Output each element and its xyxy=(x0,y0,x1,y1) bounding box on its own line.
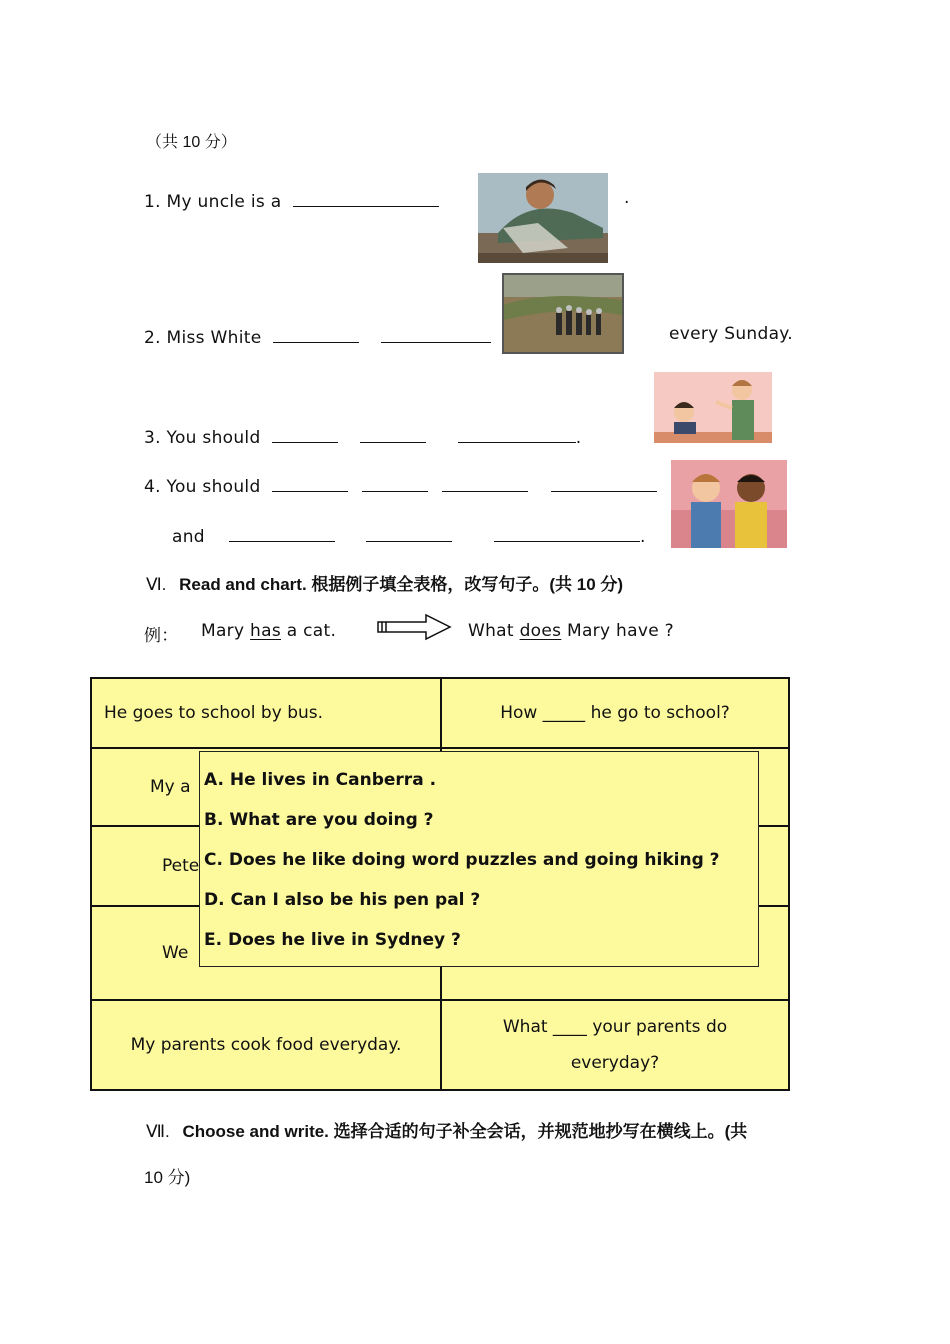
options-box xyxy=(199,751,759,967)
table-row xyxy=(91,678,789,748)
section-7-title: Choose and write. 选择合适的句子补全会话，并规范地抄写在横线上。(共 xyxy=(182,1122,748,1141)
two-boys-image xyxy=(671,460,787,548)
answer-blank[interactable] xyxy=(494,523,640,542)
question-4-text: 4. You should xyxy=(144,477,261,497)
answer-blank[interactable] xyxy=(360,424,426,443)
table-cell-question-line2: everyday? xyxy=(570,1053,660,1073)
answer-blank[interactable] xyxy=(458,424,576,443)
teacher-student-image xyxy=(654,372,772,443)
question-1-text: 1. My uncle is a xyxy=(144,192,282,212)
answer-blank[interactable] xyxy=(229,523,335,542)
answer-blank[interactable] xyxy=(293,188,439,207)
question-4 xyxy=(144,473,657,497)
question-3-period: . xyxy=(575,428,582,448)
hiking-image xyxy=(502,273,624,354)
answer-blank[interactable] xyxy=(551,473,657,492)
question-4-and: and xyxy=(172,527,205,547)
question-1 xyxy=(144,188,439,212)
example-left-underlined: has xyxy=(250,621,281,641)
question-2-text: 2. Miss White xyxy=(144,328,262,348)
answer-blank[interactable] xyxy=(272,424,338,443)
section-7-header xyxy=(146,1117,747,1142)
example-left-sentence xyxy=(201,621,336,641)
option-a[interactable]: A. He lives in Canberra . xyxy=(204,770,437,790)
table-cell-statement: We xyxy=(91,906,441,1000)
arrow-right-icon xyxy=(376,613,452,641)
option-b[interactable]: B. What are you doing ? xyxy=(204,810,434,830)
section-6-header xyxy=(146,570,623,595)
score-note: （共 10 分） xyxy=(146,134,237,151)
question-2 xyxy=(144,324,491,348)
answer-blank[interactable] xyxy=(272,473,348,492)
table-cell-statement: My parents cook food everyday. xyxy=(91,1000,441,1090)
section-6-numeral: Ⅵ. xyxy=(146,575,167,594)
section-7-numeral: Ⅶ. xyxy=(146,1122,170,1141)
question-3 xyxy=(144,424,581,448)
answer-blank[interactable] xyxy=(362,473,428,492)
answer-blank[interactable] xyxy=(381,324,491,343)
section-7-title-continued: 10 分) xyxy=(144,1168,191,1187)
example-left-post: a cat. xyxy=(281,621,337,641)
option-d[interactable]: D. Can I also be his pen pal ? xyxy=(204,890,481,910)
table-cell-question[interactable]: How _____ he go to school? xyxy=(441,678,789,748)
table-cell-statement: He goes to school by bus. xyxy=(91,678,441,748)
answer-blank[interactable] xyxy=(273,324,359,343)
table-cell-question-line1: What ____ your parents do xyxy=(502,1017,728,1037)
answer-blank[interactable] xyxy=(442,473,528,492)
option-e[interactable]: E. Does he live in Sydney ? xyxy=(204,930,461,950)
answer-blank[interactable] xyxy=(366,523,452,542)
section-6-title: Read and chart. 根据例子填全表格，改写句子。(共 10 分) xyxy=(179,575,624,594)
table-cell-statement: Pete xyxy=(91,826,441,906)
table-cell-question[interactable] xyxy=(441,1000,789,1090)
example-right-sentence xyxy=(468,621,674,641)
question-4-line2 xyxy=(172,523,646,547)
question-4-period: . xyxy=(640,527,646,547)
example-right-underlined: does xyxy=(519,621,562,641)
example-right-post: Mary have ? xyxy=(561,621,674,641)
option-c[interactable]: C. Does he like doing word puzzles and going hiking ? xyxy=(204,850,720,870)
question-1-period: . xyxy=(624,188,630,208)
question-3-text: 3. You should xyxy=(144,428,261,448)
example-right-pre: What xyxy=(468,621,520,641)
example-left-pre: Mary xyxy=(201,621,251,641)
fisherman-image xyxy=(478,173,608,263)
question-2-end: every Sunday. xyxy=(669,324,793,344)
example-label: 例： xyxy=(144,626,179,646)
table-row xyxy=(91,1000,789,1090)
table-cell-statement: My a xyxy=(91,748,441,826)
